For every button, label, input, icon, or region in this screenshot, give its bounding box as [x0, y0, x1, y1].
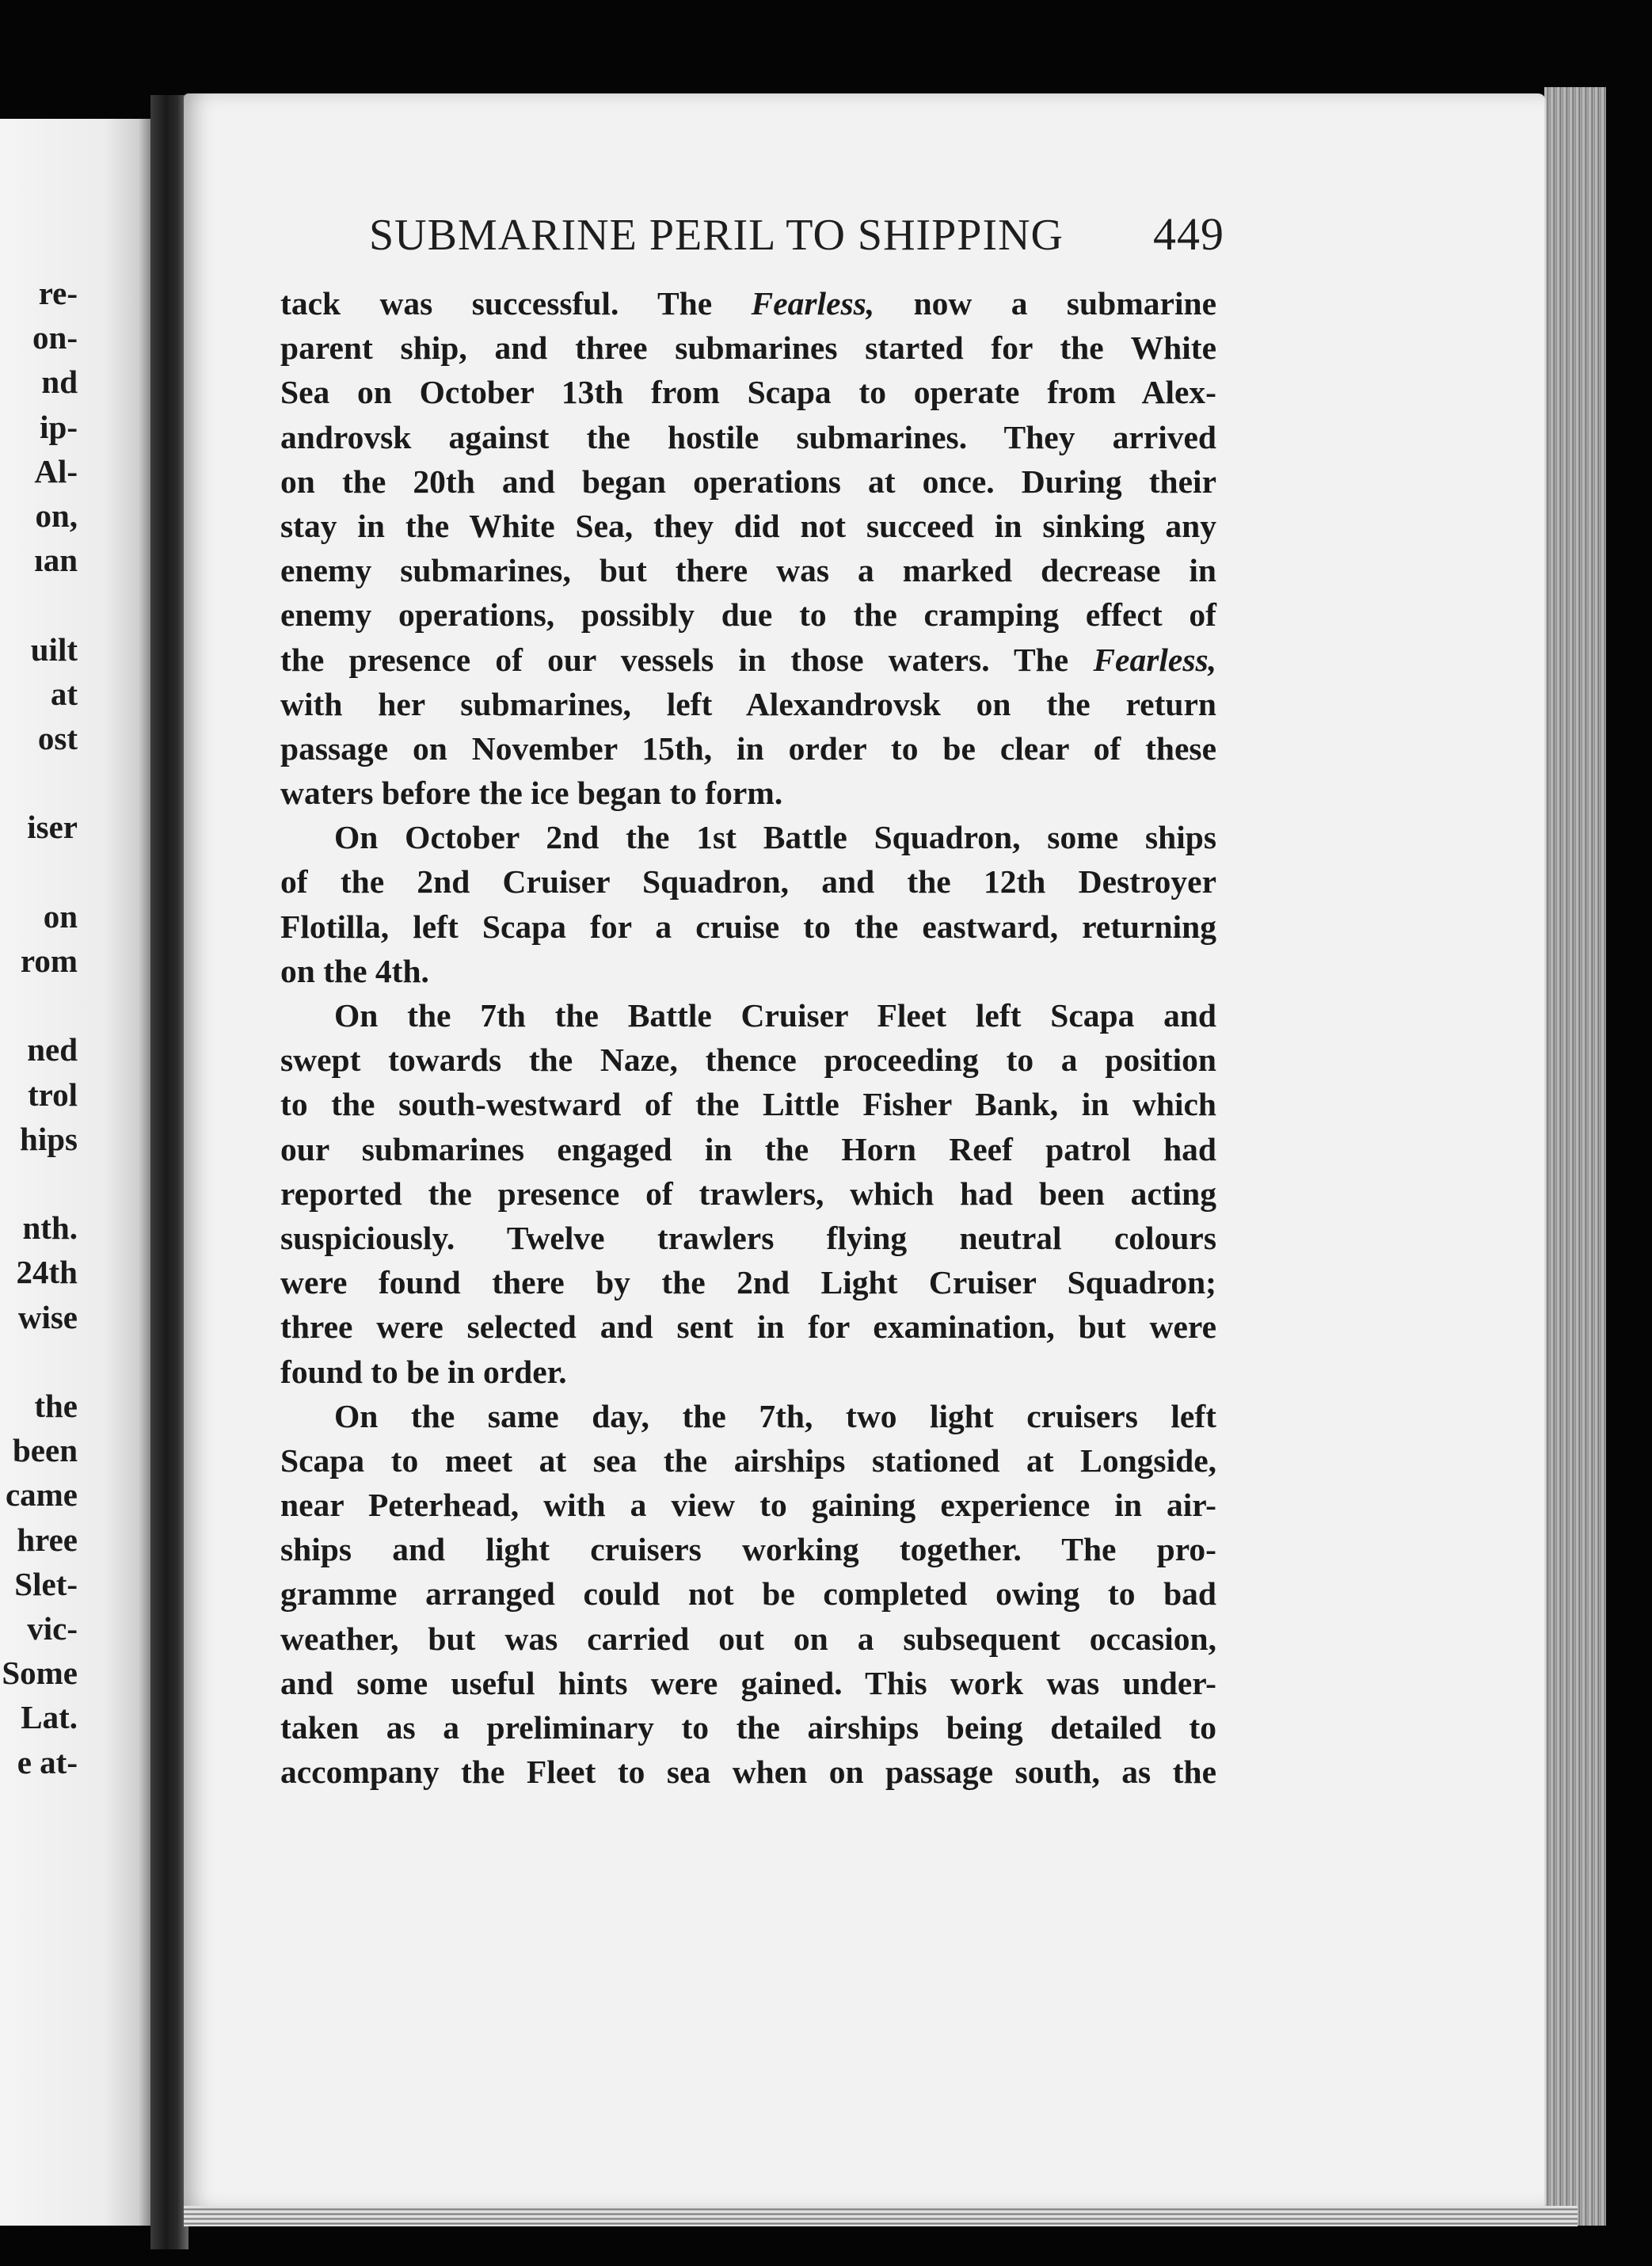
- body-line-text: enemy operations, possibly due to the cramping effect of: [280, 596, 1216, 634]
- left-page-text-fragment: trol: [27, 1076, 78, 1113]
- left-page-text-fragment: Lat.: [21, 1699, 78, 1736]
- body-line-text: weather, but was carried out on a subsequent occasion,: [280, 1620, 1216, 1657]
- body-line: [280, 1038, 1216, 1082]
- body-line-text: passage on November 15th, in order to be clear of these: [280, 729, 1216, 767]
- left-page-text-fragment: uilt: [30, 630, 78, 668]
- left-page-text-fragment: at: [50, 675, 78, 712]
- body-line-text: gramme arranged could not be completed owing to bad: [280, 1575, 1216, 1613]
- body-line: [280, 504, 1216, 548]
- body-line-text: On October 2nd the 1st Battle Squadron, some ships: [334, 819, 1216, 856]
- body-line: [280, 1350, 1216, 1394]
- body-line: [280, 1617, 1216, 1661]
- left-page-text-fragment: the: [34, 1388, 78, 1424]
- body-line-text: were found there by the 2nd Light Cruiser Squadron;: [280, 1264, 1216, 1301]
- body-line-text: with her submarines, left Alexandrovsk on the return: [280, 685, 1216, 722]
- left-page-text-fragment: re-: [38, 275, 78, 311]
- body-line-text: accompany the Fleet to sea when on passage south, as the: [280, 1754, 1216, 1791]
- left-page-text-fragment: vic-: [27, 1610, 78, 1647]
- body-line-text: to the south-westward of the Little Fisher Bank, in which: [280, 1086, 1216, 1123]
- body-line: [280, 1394, 1216, 1438]
- left-page-text-fragment: wise: [17, 1298, 78, 1335]
- body-line-text: the presence of our vessels in those waters. The: [280, 641, 1094, 678]
- ship-name-italic: Fearless,: [751, 285, 875, 322]
- body-line-text: now a submarine: [874, 285, 1216, 322]
- left-page-text-fragment: hree: [17, 1521, 78, 1558]
- body-line-text: of the 2nd Cruiser Squadron, and the 12th Destroyer: [280, 863, 1216, 901]
- body-line-text: Scapa to meet at sea the airships stationed at Longside,: [280, 1441, 1216, 1479]
- left-page-text-fragment: ıan: [34, 542, 78, 579]
- body-line-text: taken as a preliminary to the airships being detailed to: [280, 1709, 1216, 1746]
- body-line-text: near Peterhead, with a view to gaining experience in air-: [280, 1487, 1216, 1524]
- body-line: [280, 1750, 1216, 1794]
- body-line-text: on the 4th.: [280, 952, 429, 989]
- body-line: [280, 1661, 1216, 1705]
- left-page-text-fragment: on,: [35, 497, 78, 534]
- ship-name-italic: Fearless,: [1093, 641, 1216, 678]
- body-line: [280, 993, 1216, 1038]
- body-line-text: enemy submarines, but there was a marked decrease in: [280, 552, 1216, 589]
- body-line-text: stay in the White Sea, they did not succeed in sinking any: [280, 507, 1216, 544]
- body-line: [280, 904, 1216, 949]
- body-line: [280, 1571, 1216, 1616]
- left-page-text-fragment: 24th: [16, 1254, 78, 1291]
- page-fore-edge: [1544, 87, 1606, 2226]
- body-line-text: three were selected and sent in for examination, but were: [280, 1308, 1216, 1346]
- running-head-title: SUBMARINE PERIL TO SHIPPING: [369, 211, 1064, 260]
- body-line-text: tack was successful. The: [280, 285, 752, 322]
- body-line: [280, 1304, 1216, 1349]
- body-line: [280, 1705, 1216, 1750]
- body-line: [280, 1171, 1216, 1216]
- left-page-text-fragment: Some: [2, 1655, 78, 1692]
- body-line: [280, 1527, 1216, 1571]
- body-line: [280, 771, 1216, 815]
- body-text: [280, 281, 1216, 1794]
- left-page-text-fragment: ost: [37, 720, 78, 756]
- body-line-text: swept towards the Naze, thence proceeding to a position: [280, 1042, 1216, 1079]
- body-line: [280, 1260, 1216, 1304]
- body-line: [280, 370, 1216, 414]
- left-page-text-fragment: been: [13, 1432, 78, 1469]
- body-line: [280, 1438, 1216, 1483]
- body-line-text: on the 20th and began operations at once. During their: [280, 463, 1216, 500]
- body-line: [280, 592, 1216, 637]
- body-line: [280, 815, 1216, 859]
- body-line: [280, 548, 1216, 592]
- page-number: 449: [1153, 208, 1224, 260]
- left-page-text-fragment: ned: [27, 1031, 78, 1068]
- left-facing-page: [0, 119, 150, 2226]
- body-line-text: and some useful hints were gained. This work was under-: [280, 1664, 1216, 1701]
- body-line-text: parent ship, and three submarines started for the White: [280, 329, 1216, 367]
- body-line-text: On the same day, the 7th, two light cruisers left: [334, 1397, 1216, 1434]
- body-line: [280, 1483, 1216, 1527]
- body-line-text: Sea on October 13th from Scapa to operate from Alex-: [280, 374, 1216, 411]
- body-line: [280, 459, 1216, 504]
- body-line: [280, 949, 1216, 993]
- book-gutter: [150, 95, 188, 2249]
- left-page-text-fragment: iser: [27, 809, 78, 846]
- left-page-text-fragment: came: [5, 1476, 78, 1514]
- body-line-text: Flotilla, left Scapa for a cruise to the eastward, returning: [280, 908, 1216, 945]
- body-line-text: waters before the ice began to form.: [280, 775, 783, 812]
- body-line-text: our submarines engaged in the Horn Reef patrol had: [280, 1130, 1216, 1167]
- body-line: [280, 682, 1216, 726]
- body-line-text: suspiciously. Twelve trawlers flying neutral colours: [280, 1219, 1216, 1256]
- left-page-text-fragment: Slet-: [14, 1565, 78, 1602]
- body-line: [280, 415, 1216, 459]
- left-page-text-fragment: ip-: [40, 408, 78, 445]
- body-line: [280, 281, 1216, 326]
- body-line: [280, 859, 1216, 904]
- left-page-text-fragment: Al-: [34, 452, 78, 489]
- left-page-text-fragment: nth.: [22, 1209, 78, 1247]
- body-line: [280, 1127, 1216, 1171]
- body-line: [280, 326, 1216, 370]
- left-page-text-fragment: hips: [20, 1120, 78, 1157]
- body-line-text: androvsk against the hostile submarines. They arrived: [280, 418, 1216, 455]
- left-page-text-fragment: on: [43, 897, 78, 935]
- left-page-text-fragment: nd: [41, 364, 78, 401]
- body-line-text: On the 7th the Battle Cruiser Fleet left Scapa and: [334, 997, 1216, 1034]
- body-line: [280, 638, 1216, 682]
- running-head: [369, 208, 1224, 261]
- left-page-text-fragment: on-: [32, 319, 78, 356]
- page-bottom-edge: [184, 2206, 1578, 2226]
- body-line-text: reported the presence of trawlers, which had been acting: [280, 1175, 1216, 1212]
- body-line: [280, 1082, 1216, 1126]
- body-line: [280, 726, 1216, 771]
- left-page-text-fragment: e at-: [17, 1743, 78, 1780]
- body-line-text: ships and light cruisers working together. The pro-: [280, 1531, 1216, 1568]
- body-line-text: found to be in order.: [280, 1353, 567, 1390]
- body-line: [280, 1216, 1216, 1260]
- left-page-text-fragment: rom: [20, 943, 78, 979]
